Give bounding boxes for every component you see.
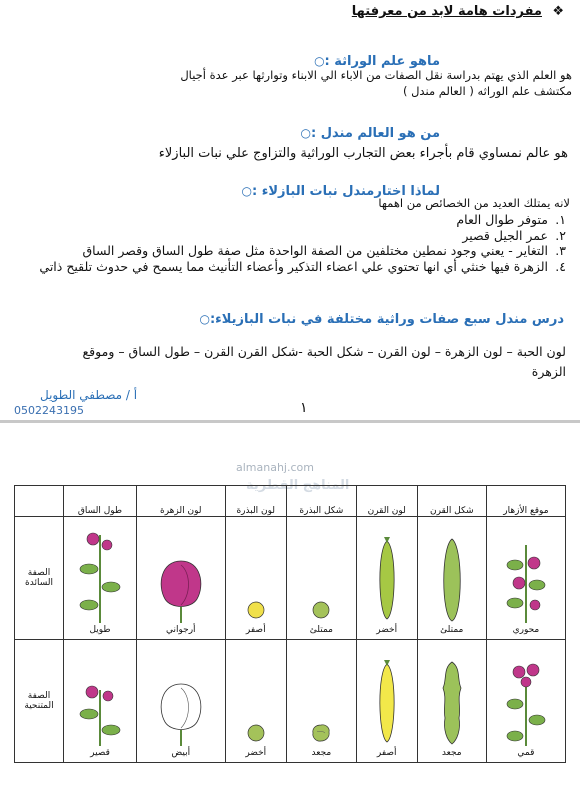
table-cell <box>225 640 286 763</box>
page-number: ١ <box>300 400 308 416</box>
traits-line2: الزهرة <box>531 364 566 379</box>
list-item: ٣.التغاير - يعني وجود نمطين مختلفين من الصفة الواحدة مثل صفة طول الساق وقصر الساق <box>82 243 566 258</box>
table-cell <box>137 517 225 640</box>
header-cell: موقع الأزهار <box>486 486 565 517</box>
question-genetics: ماهو علم الوراثة : <box>324 54 440 69</box>
answer-genetics-line1: هو العلم الذي يهتم بدراسة نقل الصفات من الاباء الي الابناء وتوارثها عبر عدة أجيال <box>180 68 572 82</box>
constricted-pod-icon <box>437 658 467 748</box>
table-cell <box>486 517 565 640</box>
table-cell <box>356 517 417 640</box>
yellow-pod-icon <box>372 658 402 748</box>
header-cell: لون القرن <box>356 486 417 517</box>
cell-label: قصير <box>90 748 110 758</box>
yellow-seed-icon <box>241 595 271 625</box>
cell-label: طويل <box>89 625 111 635</box>
cell-label: أخضر <box>245 748 267 758</box>
row-label-recessive: الصفة المتنحية <box>15 640 64 763</box>
table-cell <box>356 640 417 763</box>
table-row <box>15 517 566 640</box>
row-label-dominant: الصفة السائدة <box>15 517 64 640</box>
purple-flower-icon <box>153 555 209 625</box>
traits-line1: لون الحبة – لون الزهرة – لون القرن – شكل الحبة -شكل القرن القرن – طول الساق – وموقع <box>82 344 566 359</box>
axial-flower-plant-icon <box>501 535 551 625</box>
cell-label: أرجواني <box>165 625 196 635</box>
mendel-traits-table <box>14 485 566 763</box>
cell-label: ممتلئ <box>309 625 333 635</box>
table-cell <box>286 517 356 640</box>
cell-label: أصفر <box>376 748 397 758</box>
cell-label: مجعد <box>441 748 462 758</box>
terminal-flower-plant-icon <box>501 658 551 748</box>
circle-bullet-icon: ○ <box>314 54 325 68</box>
table-cell <box>417 517 486 640</box>
list-item: ٢.عمر الجيل قصير <box>462 227 566 243</box>
reasons-list <box>39 212 566 274</box>
header-cell: لون الزهرة <box>137 486 225 517</box>
star-bullet-icon: ❖ <box>552 4 564 19</box>
question-why-peas: لماذا اختارمندل نبات البازلاء : <box>251 184 440 199</box>
answer-why-peas-intro: لانه يمتلك العديد من الخصائص من اهمها <box>378 196 570 210</box>
list-item: ٤.الزهرة فيها خنثي أي انها تحتوي علي اعضاء التذكير وأعضاء التأنيث مما يسمح في حدوث تلقيح ذاتي <box>39 258 566 274</box>
watermark-name: المناهج القطرية <box>246 478 350 493</box>
list-item: ١.متوفر طوال العام <box>456 212 566 227</box>
answer-genetics-line2: مكتشف علم الوراثه ( العالم مندل ) <box>402 84 572 98</box>
section-genetics <box>308 50 440 69</box>
table-row <box>15 640 566 763</box>
table-cell <box>417 640 486 763</box>
wrinkled-seed-icon <box>306 718 336 748</box>
answer-mendel: هو عالم نمساوي قام بأجراء بعض التجارب الوراثية والتزاوج علي نبات البازلاء <box>158 146 568 161</box>
table-header-row <box>15 486 566 517</box>
header-cell: شكل البذرة <box>286 486 356 517</box>
cell-label: محوري <box>512 625 540 635</box>
header-cell: شكل القرن <box>417 486 486 517</box>
white-flower-icon <box>153 678 209 748</box>
cell-label: مجعد <box>311 748 332 758</box>
header-cell: طول الساق <box>64 486 137 517</box>
table-cell <box>225 517 286 640</box>
green-seed-icon <box>241 718 271 748</box>
short-stem-plant-icon <box>77 682 123 748</box>
section-seven-traits <box>193 308 564 327</box>
table-cell <box>64 640 137 763</box>
table-cell <box>64 517 137 640</box>
page-title: مفردات هامة لابد من معرفتها <box>351 4 542 19</box>
circle-bullet-icon: ○ <box>300 126 311 140</box>
cell-label: قمي <box>517 748 535 758</box>
corner-cell <box>15 486 64 517</box>
circle-bullet-icon: ○ <box>199 312 210 326</box>
question-mendel: من هو العالم مندل : <box>311 126 440 141</box>
circle-bullet-icon: ○ <box>241 184 252 198</box>
round-seed-icon <box>306 595 336 625</box>
table-cell <box>486 640 565 763</box>
cell-label: أبيض <box>171 748 191 758</box>
header-cell: لون البذرة <box>225 486 286 517</box>
table-cell <box>137 640 225 763</box>
author-signature: أ / مصطفي الطويل <box>40 388 138 402</box>
cell-label: أخضر <box>376 625 398 635</box>
page-gap <box>0 423 580 463</box>
cell-label: أصفر <box>245 625 266 635</box>
section-mendel <box>295 122 440 141</box>
watermark-site: almanahj.com <box>236 461 314 474</box>
green-pod-icon <box>372 535 402 625</box>
question-seven-traits: درس مندل سبع صفات وراثية مختلفة في نبات البازيلاء: <box>209 312 564 327</box>
cell-label: ممتلئ <box>440 625 464 635</box>
table-cell <box>286 640 356 763</box>
inflated-pod-icon <box>437 535 467 625</box>
tall-stem-plant-icon <box>77 529 123 625</box>
author-phone: 0502243195 <box>14 404 84 417</box>
